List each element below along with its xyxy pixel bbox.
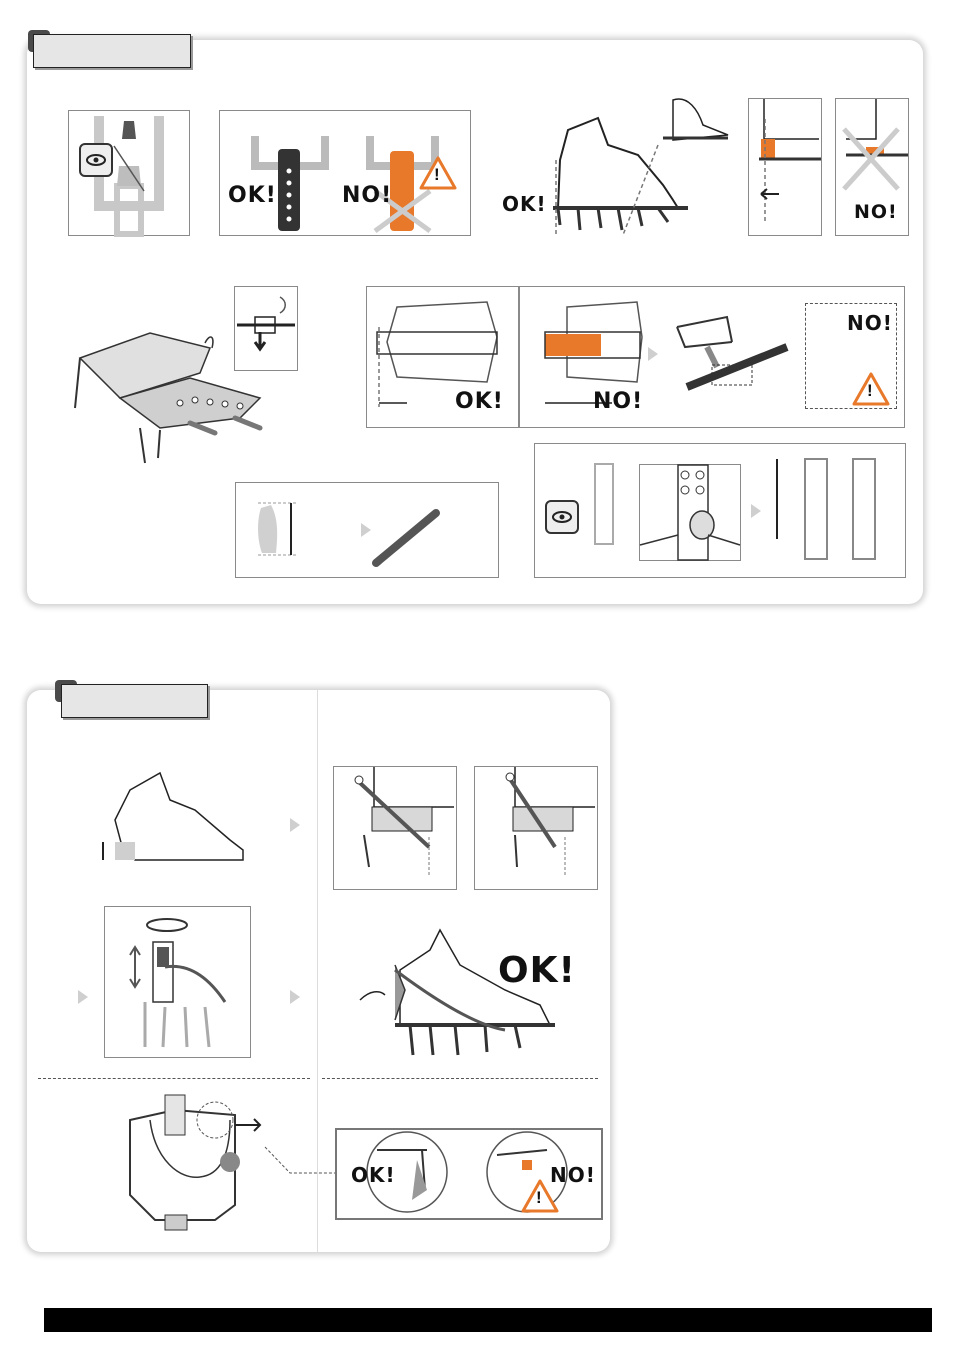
warning-icon-clip: !	[520, 1178, 560, 1214]
lever-detail-frame	[234, 286, 298, 371]
boot-heel-height-illustration	[95, 770, 245, 870]
toe-bail-illustration-1	[334, 767, 456, 889]
pin-detail-frame	[639, 464, 741, 561]
no-label-saw: NO!	[847, 311, 893, 335]
boot-crampon-ok-illustration	[498, 90, 738, 240]
section-2-title-tab	[61, 684, 208, 718]
next-step-arrow-foot	[361, 523, 371, 537]
next-step-arrow-heel	[290, 818, 300, 832]
detail-callout-line	[265, 1145, 335, 1175]
toe-bail-frame-1	[333, 766, 457, 890]
section-2-separator-left	[38, 1078, 310, 1079]
bar-fit-comparison-frame	[219, 110, 471, 236]
next-step-arrow-screw-out	[290, 990, 300, 1004]
toe-bail-frame-2	[474, 766, 598, 890]
screw-adjust-frame	[104, 906, 251, 1058]
ok-label-boot: OK!	[502, 192, 547, 216]
heel-closeup-frame	[748, 98, 822, 236]
next-step-arrow	[648, 347, 658, 361]
eye-icon	[79, 143, 113, 177]
next-step-arrow-centering	[751, 504, 761, 518]
no-label-heel: NO!	[854, 201, 898, 223]
ok-label-bar: OK!	[455, 389, 504, 414]
warning-icon: !	[418, 155, 458, 191]
bar-length-frame	[366, 286, 905, 428]
heel-wrong-frame	[835, 98, 909, 236]
warning-icon-bar: !	[851, 371, 891, 407]
section-2-separator-right	[322, 1078, 598, 1079]
pin-detail-illustration	[640, 465, 740, 560]
section-1-title-tab	[33, 34, 191, 68]
heel-closeup-illustration	[749, 99, 821, 235]
centering-check-frame	[534, 443, 906, 578]
heel-bail-top-view-illustration	[120, 1095, 270, 1235]
screw-adjust-illustration	[105, 907, 250, 1057]
foot-size-frame	[235, 482, 499, 578]
binding-top-view-frame	[68, 110, 190, 236]
no-label: NO!	[342, 183, 393, 208]
footer-bar	[44, 1308, 932, 1332]
next-step-arrow-screw-in	[78, 990, 88, 1004]
toe-bail-illustration-2	[475, 767, 597, 889]
no-label-clip: NO!	[550, 1163, 596, 1187]
no-label-bar: NO!	[593, 389, 644, 414]
lever-detail-illustration	[235, 287, 297, 370]
ok-label-clip: OK!	[351, 1163, 396, 1187]
heel-clip-comparison-frame	[335, 1128, 603, 1220]
ok-label-boot-fit: OK!	[498, 950, 576, 991]
ok-label: OK!	[228, 183, 277, 208]
